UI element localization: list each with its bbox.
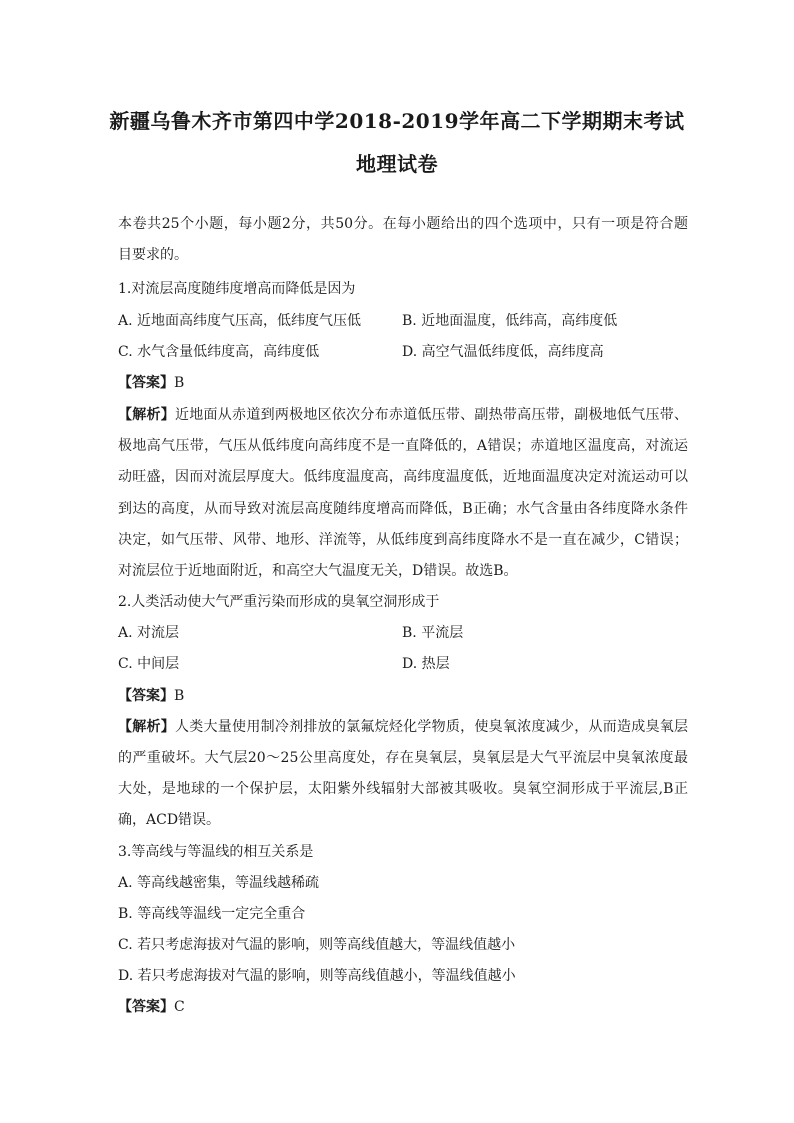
option-b: B. 平流层 [402, 625, 464, 641]
analysis-line: 对流层位于近地面附近，和高空大气温度无关，D错误。故选B。 [118, 563, 518, 579]
answer-line [118, 997, 688, 1017]
analysis-label: 【解析】 [118, 719, 176, 735]
question-stem: 1.对流层高度随纬度增高而降低是因为 [118, 281, 356, 297]
analysis-line: 动旺盛，因而对流层厚度大。低纬度温度高，高纬度温度低，近地面温度决定对流运动可以 [118, 469, 688, 485]
analysis-line: 到达的高度，从而导致对流层高度随纬度增高而降低，B正确；水气含量由各纬度降水条件 [118, 501, 688, 517]
analysis-line: 大处，是地球的一个保护层，太阳紫外线辐射大部被其吸收。臭氧空洞形成于平流层,B正 [118, 781, 688, 797]
option-b: B. 等高线等温线一定完全重合 [118, 906, 306, 922]
option-b: B. 近地面温度，低纬高，高纬度低 [402, 313, 618, 329]
question-stem: 2.人类活动使大气严重污染而形成的臭氧空洞形成于 [118, 594, 440, 610]
analysis-line: 确，ACD错误。 [118, 812, 221, 828]
answer-value: B [174, 688, 185, 704]
analysis-line [118, 405, 688, 425]
answer-line [118, 373, 688, 393]
answer-label: 【答案】 [118, 375, 174, 391]
answer-label: 【答案】 [118, 688, 174, 704]
answer-line [118, 686, 688, 706]
option-c: C. 水气含量低纬度高，高纬度低 [118, 344, 320, 360]
answer-value: C [174, 999, 185, 1015]
analysis-line: 的严重破坏。大气层20～25公里高度处，存在臭氧层，臭氧层是大气平流层中臭氧浓度最 [118, 750, 688, 766]
option-d: D. 若只考虑海拔对气温的影响，则等高线值越小，等温线值越小 [118, 968, 516, 984]
option-a: A. 对流层 [118, 625, 180, 641]
analysis-line: 决定，如气压带、风带、地形、洋流等，从低纬度到高纬度降水不是一直在减少，C错误； [118, 532, 688, 548]
analysis-label: 【解析】 [118, 407, 176, 423]
option-a: A. 等高线越密集，等温线越稀疏 [118, 875, 320, 891]
document-subtitle: 地理试卷 [356, 152, 438, 176]
answer-value: B [174, 375, 185, 391]
option-c: C. 若只考虑海拔对气温的影响，则等高线值越大，等温线值越小 [118, 937, 516, 953]
question-stem: 3.等高线与等温线的相互关系是 [118, 844, 314, 860]
document-title: 新疆乌鲁木齐市第四中学2018-2019学年高二下学期期末考试 [109, 109, 685, 133]
option-a: A. 近地面高纬度气压高，低纬度气压低 [118, 313, 362, 329]
option-d: D. 高空气温低纬度低，高纬度高 [402, 344, 604, 360]
option-d: D. 热层 [402, 656, 450, 672]
intro-line: 本卷共25个小题，每小题2分，共50分。在每小题给出的四个选项中，只有一项是符合题 [118, 216, 688, 232]
analysis-line: 极地高气压带，气压从低纬度向高纬度不是一直降低的，A错误；赤道地区温度高，对流运 [118, 438, 688, 454]
analysis-text: 近地面从赤道到两极地区依次分布赤道低压带、副热带高压带，副极地低气压带、 [175, 407, 689, 423]
option-c: C. 中间层 [118, 656, 180, 672]
analysis-line [118, 717, 688, 737]
intro-line: 目要求的。 [118, 247, 188, 263]
answer-label: 【答案】 [118, 999, 174, 1015]
analysis-text: 人类大量使用制冷剂排放的氯氟烷烃化学物质，使臭氧浓度减少，从而造成臭氧层 [175, 719, 689, 735]
